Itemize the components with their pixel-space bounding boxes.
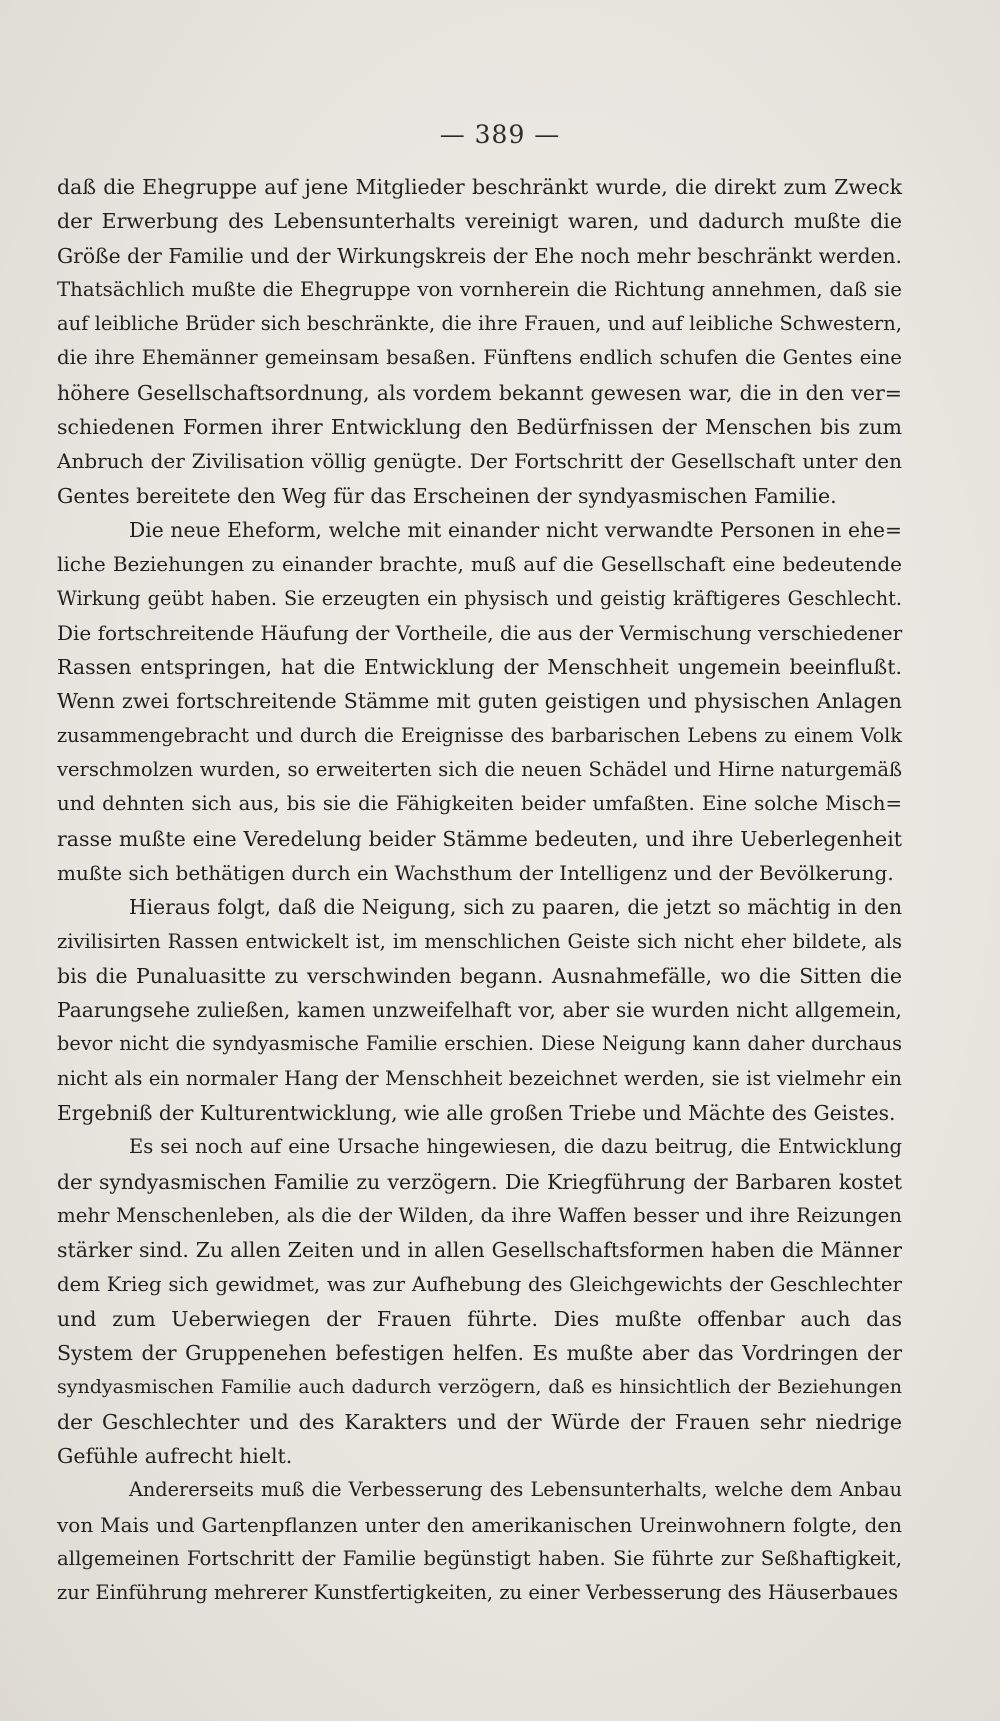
text-line: zur Einführung mehrerer Kunstfertigkeiten, zu einer Verbesserung des Häuserbaues [57, 1581, 899, 1605]
page-number: — 389 — [439, 120, 561, 149]
text-line: dem Krieg sich gewidmet, was zur Aufhebung des Gleichgewichts der Geschlechter [57, 1272, 902, 1296]
text-line: verschmolzen wurden, so erweiterten sich die neuen Schädel und Hirne naturgemäß [57, 758, 902, 782]
text-line: bis die Punaluasitte zu verschwinden begann. Ausnahmefälle, wo die Sitten die [57, 963, 902, 988]
text-line: auf leibliche Brüder sich beschränkte, die ihre Frauen, und auf leibliche Schwestern, [57, 312, 902, 336]
text-line: Gefühle aufrecht hielt. [57, 1443, 293, 1468]
text-line: stärker sind. Zu allen Zeiten und in allen Gesellschaftsformen haben die Männer [57, 1238, 902, 1263]
text-line: der syndyasmischen Familie zu verzögern. Die Kriegführung der Barbaren kostet [57, 1169, 902, 1194]
text-line: mehr Menschenleben, als die der Wilden, da ihre Waffen besser und ihre Reizungen [57, 1203, 902, 1227]
text-line: System der Gruppenehen befestigen helfen. Es mußte aber das Vordringen der [57, 1341, 902, 1366]
text-line: die ihre Ehemänner gemeinsam besaßen. Fünftens endlich schufen die Gentes eine [57, 346, 902, 370]
text-line: Es sei noch auf eine Ursache hingewiesen, die dazu beitrug, die Entwicklung [129, 1135, 902, 1159]
paragraph [57, 170, 902, 513]
text-line: allgemeinen Fortschritt der Familie begünstigt haben. Sie führte zur Seßhaftigkeit, [57, 1546, 902, 1570]
text-line: Größe der Familie und der Wirkungskreis der Ehe noch mehr beschränkt werden. [57, 243, 902, 268]
text-line: und zum Ueberwiegen der Frauen führte. Dies mußte offenbar auch das [57, 1306, 902, 1331]
text-line: rasse mußte eine Veredelung beider Stämme bedeuten, und ihre Ueberlegenheit [57, 826, 902, 851]
text-line: höhere Gesellschaftsordnung, als vordem bekannt gewesen war, die in den ver= [57, 380, 902, 405]
text-line: liche Beziehungen zu einander brachte, muß auf die Gesellschaft eine bedeutende [57, 552, 902, 577]
text-line: zivilisirten Rassen entwickelt ist, im menschlichen Geiste sich nicht eher bildete, als [57, 929, 902, 953]
text-line: Thatsächlich mußte die Ehegruppe von vornherein die Richtung annehmen, daß sie [57, 277, 902, 301]
text-line: schiedenen Formen ihrer Entwicklung den Bedürfnissen der Menschen bis zum [57, 415, 902, 440]
text-line: Anbruch der Zivilisation völlig genügte. Der Fortschritt der Gesellschaft unter den [57, 449, 902, 474]
text-line: Die neue Eheform, welche mit einander nicht verwandte Personen in ehe= [129, 517, 902, 542]
text-line: nicht als ein normaler Hang der Menschheit bezeichnet werden, sie ist vielmehr ein [57, 1066, 902, 1090]
text-line: daß die Ehegruppe auf jene Mitglieder beschränkt wurde, die direkt zum Zweck [57, 175, 902, 199]
text-line: Paarungsehe zuließen, kamen unzweifelhaft vor, aber sie wurden nicht allgemein, [57, 998, 902, 1023]
text-line: Die fortschreitende Häufung der Vortheile, die aus der Vermischung verschiedener [57, 620, 903, 645]
text-line: zusammengebracht und durch die Ereignisse des barbarischen Lebens zu einem Volk [57, 723, 902, 747]
text-line: von Mais und Gartenpflanzen unter den amerikanischen Ureinwohnern folgte, den [57, 1512, 902, 1537]
text-line: syndyasmischen Familie auch dadurch verzögern, daß es hinsichtlich der Beziehungen [57, 1376, 902, 1399]
text-line: Ergebniß der Kulturentwicklung, wie alle großen Triebe und Mächte des Geistes. [57, 1101, 896, 1126]
text-line: der Erwerbung des Lebensunterhalts vereinigt waren, und dadurch mußte die [57, 209, 902, 234]
text-line: Wenn zwei fortschreitende Stämme mit guten geistigen und physischen Anlagen [57, 689, 902, 714]
text-line: Rassen entspringen, hat die Entwicklung der Menschheit ungemein beeinflußt. [57, 655, 902, 680]
text-line: und dehnten sich aus, bis sie die Fähigkeiten beider umfaßten. Eine solche Misch= [57, 792, 902, 816]
text-line: Andererseits muß die Verbesserung des Lebensunterhalts, welche dem Anbau [129, 1478, 902, 1502]
paragraph [57, 890, 902, 1130]
paragraph [57, 1473, 902, 1610]
text-line: Hieraus folgt, daß die Neigung, sich zu paaren, die jetzt so mächtig in den [129, 895, 902, 920]
text-line: bevor nicht die syndyasmische Familie erschien. Diese Neigung kann daher durchaus [57, 1032, 902, 1056]
paragraph [57, 1130, 902, 1473]
text-line: Wirkung geübt haben. Sie erzeugten ein physisch und geistig kräftigeres Geschlecht. [57, 586, 902, 610]
text-line: der Geschlechter und des Karakters und der Würde der Frauen sehr niedrige [57, 1409, 902, 1434]
body-text [57, 170, 902, 1610]
paragraph [57, 513, 902, 890]
text-line: Gentes bereitete den Weg für das Erscheinen der syndyasmischen Familie. [57, 483, 837, 508]
text-line: mußte sich bethätigen durch ein Wachsthum der Intelligenz und der Bevölkerung. [57, 860, 894, 885]
